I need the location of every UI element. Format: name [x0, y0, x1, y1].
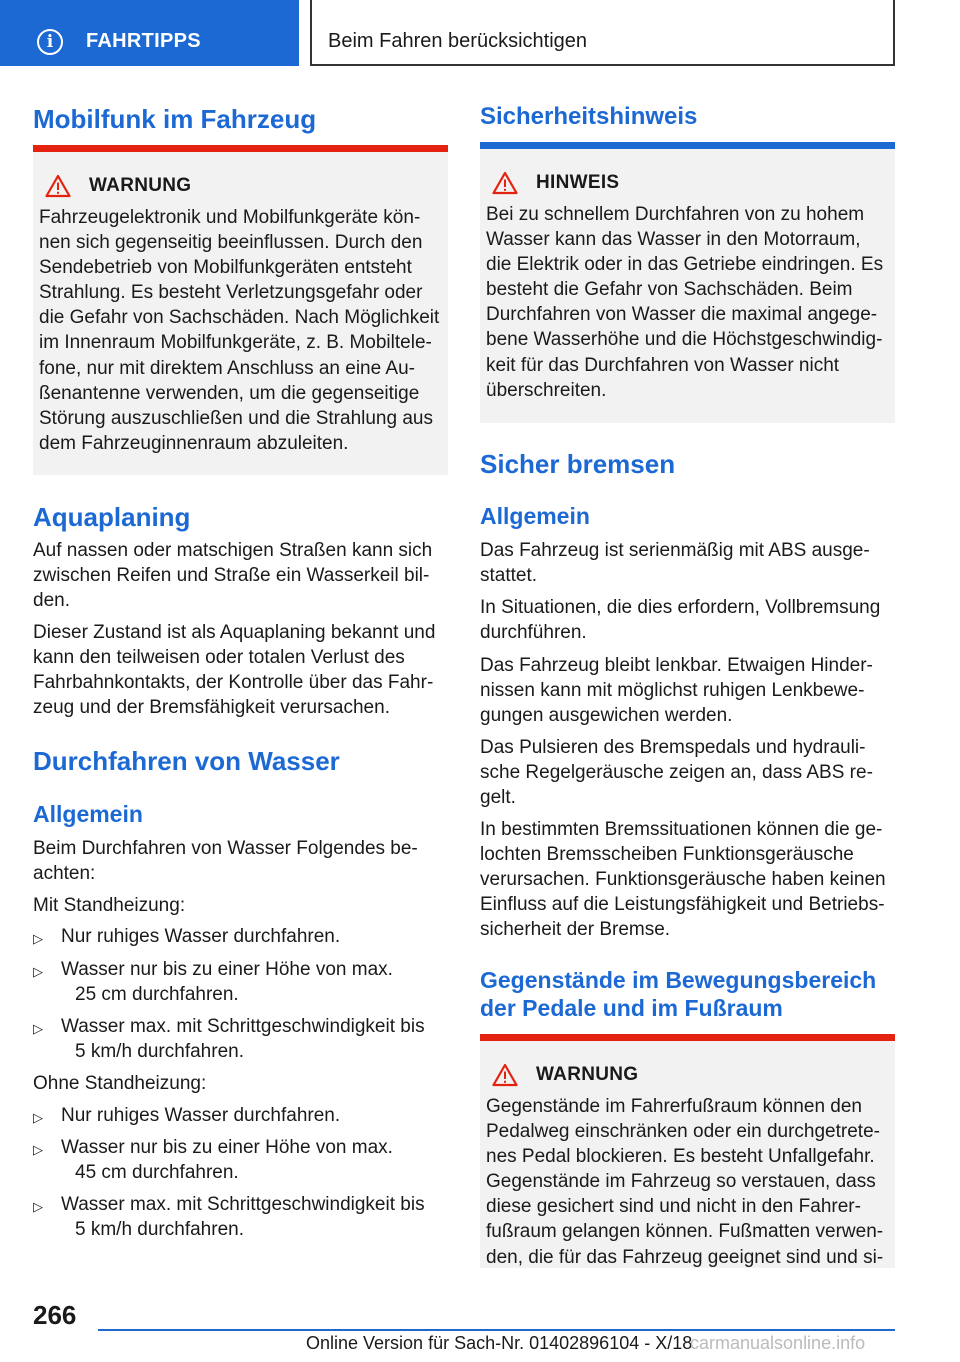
text-line: 45 cm durchfahren.: [75, 1162, 239, 1183]
text-line: Wasser kann das Wasser in den Motorraum,: [486, 229, 861, 251]
list-item: [33, 1192, 448, 1244]
subheading-gegenstaende-1: Gegenstände im Bewegungsbereich: [480, 967, 877, 993]
heading-sicher-bremsen: Sicher bremsen: [480, 449, 676, 479]
text-line: Wasser nur bis zu einer Höhe von max.: [61, 1137, 393, 1158]
text-line: diese gesichert sind und nicht in den Fahrer-: [486, 1196, 861, 1218]
text-line: Gegenstände im Fahrzeug so verstauen, dass: [486, 1171, 876, 1193]
text-line: bene Wasserhöhe und die Höchstgeschwindig-: [486, 329, 883, 351]
bullet-triangle-icon: ▷: [33, 965, 43, 980]
warning-box-pedale: [480, 1034, 895, 1268]
list-item: [33, 957, 448, 1009]
text-line: sicherheit der Bremse.: [480, 919, 671, 941]
text-line: zeug und der Bremsfähigkeit verursachen.: [33, 697, 390, 719]
paragraph: [33, 620, 435, 720]
section-tab-label: FAHRTIPPS: [86, 30, 201, 52]
text-line: ßenantenne verwenden, um die gegenseitige: [39, 382, 420, 404]
text-line: besteht die Gefahr von Sachschäden. Beim: [486, 279, 853, 301]
text-line: Fahrzeugelektronik und Mobilfunkgeräte kön-: [39, 207, 421, 228]
paragraph: [480, 653, 873, 728]
text-line: Gegenstände im Fahrerfußraum können den: [486, 1096, 862, 1117]
text-line: Nur ruhiges Wasser durchfahren.: [61, 1105, 341, 1126]
text-line: stattet.: [480, 565, 538, 587]
label-ohne-standheizung: Ohne Standheizung:: [33, 1073, 207, 1094]
text-line: Fahrbahnkontakts, der Kontrolle über das Fahr-: [33, 672, 434, 694]
text-line: lochten Bremsscheiben Funktionsgeräusche: [480, 844, 854, 866]
text-line: Strahlung. Es besteht Verletzungsgefahr oder: [39, 282, 423, 304]
text-line: überschreiten.: [486, 379, 607, 401]
footer-online-version: Online Version für Sach-Nr. 01402896104 - X/18: [306, 1333, 693, 1353]
bullet-triangle-icon: ▷: [33, 1200, 43, 1215]
paragraph: [480, 538, 870, 588]
warning-bar: [33, 145, 448, 152]
notice-bar: [480, 142, 895, 149]
section-tab: [0, 0, 299, 66]
warning-header: [492, 1063, 638, 1087]
page-number: 266: [33, 1300, 77, 1330]
heading-durchfahren: Durchfahren von Wasser: [33, 746, 340, 776]
paragraph: [480, 735, 873, 810]
text-line: dem Fahrzeuginnenraum abzuleiten.: [39, 432, 349, 454]
notice-label: HINWEIS: [536, 172, 620, 193]
text-line: Das Pulsieren des Bremspedals und hydrauli-: [480, 737, 866, 758]
text-line: Auf nassen oder matschigen Straßen kann sich: [33, 540, 433, 561]
text-line: Das Fahrzeug bleibt lenkbar. Etwaigen Hinder-: [480, 655, 873, 676]
paragraph: [33, 538, 432, 613]
text-line: fone, nur mit direktem Anschluss an eine Au-: [39, 357, 415, 379]
watermark: carmanualsonline.info: [690, 1333, 866, 1353]
text-line: die Gefahr von Sachschäden. Nach Möglichkeit: [39, 307, 440, 329]
warning-box-mobilfunk: [33, 145, 448, 475]
notice-text: [486, 202, 889, 403]
warning-text: [486, 1094, 889, 1268]
text-line: gungen ausgewichen werden.: [480, 705, 733, 727]
text-line: im Innenraum Mobilfunkgeräte, z. B. Mobiltele-: [39, 332, 432, 354]
text-line: Einfluss auf die Leistungsfähigkeit und Betriebs-: [480, 894, 885, 916]
text-line: In bestimmten Bremssituationen können die ge-: [480, 819, 883, 840]
text-line: Bei zu schnellem Durchfahren von zu hohem: [486, 204, 865, 225]
text-line: Beim Durchfahren von Wasser Folgendes be-: [33, 838, 418, 859]
text-line: die Elektrik oder in das Getriebe eindringen. Es: [486, 254, 884, 276]
warning-label: WARNUNG: [89, 175, 192, 196]
subheading-gegenstaende-2: der Pedale und im Fußraum: [480, 995, 783, 1021]
bullet-triangle-icon: ▷: [33, 1111, 43, 1126]
info-icon: i: [37, 29, 63, 55]
list-item: [33, 1135, 448, 1187]
chapter-title: Beim Fahren berücksichtigen: [328, 30, 588, 52]
heading-sicherheitshinweis: Sicherheitshinweis: [480, 103, 698, 130]
label-mit-standheizung: Mit Standheizung:: [33, 895, 186, 916]
text-line: nissen kann mit möglichst ruhigen Lenkbewe-: [480, 680, 865, 702]
text-line: zwischen Reifen und Straße ein Wasserkeil bil-: [33, 565, 430, 587]
text-line: Störung auszuschließen und die Strahlung aus: [39, 407, 433, 429]
warning-label: WARNUNG: [536, 1064, 639, 1085]
chapter-header: [310, 0, 895, 66]
text-line: verursachen. Funktionsgeräusche haben keinen: [480, 869, 886, 891]
text-line: fußraum gelangen können. Fußmatten verwen-: [486, 1221, 884, 1243]
footer-divider: [98, 1329, 895, 1331]
warning-triangle-icon: [492, 1063, 518, 1087]
text-line: In Situationen, die dies erfordern, Vollbremsung: [480, 597, 881, 618]
notice-box: [480, 142, 895, 423]
text-line: durchführen.: [480, 622, 587, 644]
heading-aquaplaning: Aquaplaning: [33, 502, 191, 532]
paragraph: [480, 595, 880, 645]
text-line: Durchfahren von Wasser die maximal angege-: [486, 304, 878, 326]
text-line: 5 km/h durchfahren.: [75, 1041, 244, 1062]
subheading-allgemein: Allgemein: [480, 503, 590, 529]
notice-header: [492, 171, 619, 195]
paragraph: [480, 817, 886, 942]
text-line: keit für das Durchfahren von Wasser nicht: [486, 354, 840, 376]
list-item: [33, 1014, 448, 1066]
text-line: den.: [33, 590, 70, 612]
text-line: nen sich gegenseitig beeinflussen. Durch den: [39, 232, 423, 254]
warning-header: [45, 174, 191, 198]
text-line: Pedalweg einschränken oder ein durchgetrete-: [486, 1121, 880, 1143]
notice-triangle-icon: [492, 171, 518, 195]
text-line: sche Regelgeräusche zeigen an, dass ABS re-: [480, 762, 873, 784]
text-line: den, die für das Fahrzeug geeignet sind und si-: [486, 1246, 884, 1268]
subheading-allgemein: Allgemein: [33, 801, 143, 827]
text-line: achten:: [33, 863, 96, 885]
paragraph: [33, 836, 418, 886]
text-line: Dieser Zustand ist als Aquaplaning bekannt und: [33, 622, 436, 643]
text-line: 25 cm durchfahren.: [75, 984, 239, 1005]
warning-triangle-icon: [45, 174, 71, 198]
warning-bar: [480, 1034, 895, 1041]
text-line: 5 km/h durchfahren.: [75, 1219, 244, 1240]
bullet-triangle-icon: ▷: [33, 1022, 43, 1037]
text-line: Das Fahrzeug ist serienmäßig mit ABS ausge-: [480, 540, 870, 561]
warning-text: [39, 205, 442, 456]
text-line: nes Pedal blockieren. Es besteht Unfallgefahr.: [486, 1146, 875, 1168]
bullet-triangle-icon: ▷: [33, 932, 43, 947]
text-line: Wasser max. mit Schrittgeschwindigkeit bis: [61, 1016, 425, 1037]
text-line: Wasser max. mit Schrittgeschwindigkeit bis: [61, 1194, 425, 1215]
text-line: kann den teilweisen oder totalen Verlust des: [33, 647, 405, 669]
text-line: Wasser nur bis zu einer Höhe von max.: [61, 959, 393, 980]
heading-mobilfunk: Mobilfunk im Fahrzeug: [33, 104, 317, 134]
text-line: gelt.: [480, 787, 516, 809]
text-line: Nur ruhiges Wasser durchfahren.: [61, 926, 341, 947]
text-line: Sendebetrieb von Mobilfunkgeräten entsteht: [39, 257, 412, 279]
bullet-triangle-icon: ▷: [33, 1143, 43, 1158]
